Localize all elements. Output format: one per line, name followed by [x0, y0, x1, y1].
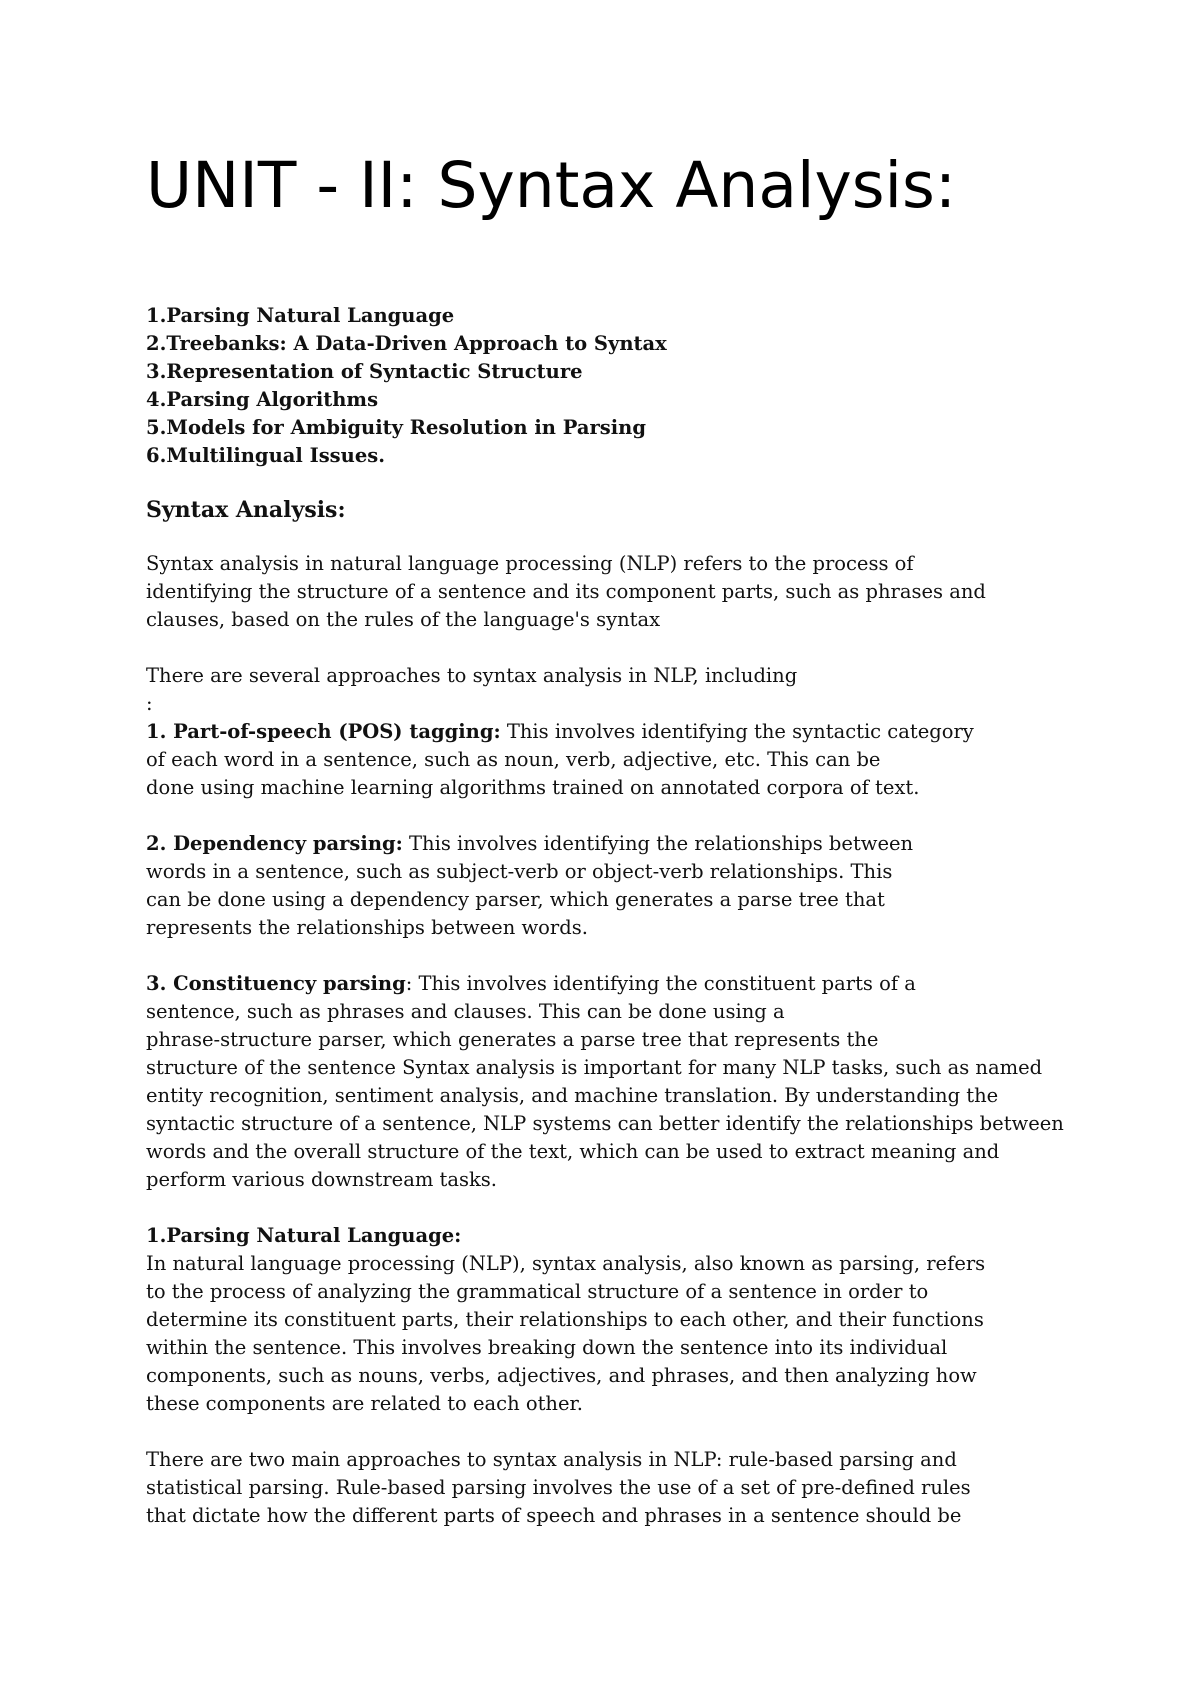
text-line: these components are related to each other.	[146, 1392, 583, 1415]
text-line: Syntax analysis in natural language processing (NLP) refers to the process of	[146, 552, 914, 575]
text-line: can be done using a dependency parser, which generates a parse tree that	[146, 888, 885, 911]
text-line: components, such as nouns, verbs, adjectives, and phrases, and then analyzing how	[146, 1364, 977, 1387]
section-heading: Syntax Analysis:	[146, 497, 346, 523]
item-label: 3. Constituency parsing	[146, 972, 406, 995]
text-line: sentence, such as phrases and clauses. This can be done using a	[146, 1000, 785, 1023]
text-line: structure of the sentence Syntax analysis is important for many NLP tasks, such as named	[146, 1056, 1043, 1079]
approach-item-pos-tagging	[146, 718, 1066, 802]
approach-item-constituency-parsing	[146, 970, 1066, 1194]
text-line: determine its constituent parts, their relationships to each other, and their functions	[146, 1308, 984, 1331]
text-line: syntactic structure of a sentence, NLP systems can better identify the relationships between	[146, 1112, 1064, 1135]
text-line: :	[146, 692, 153, 715]
text-line: phrase-structure parser, which generates a parse tree that represents the	[146, 1028, 879, 1051]
toc-item: 5.Models for Ambiguity Resolution in Parsing	[146, 416, 646, 439]
document-title: UNIT - II: Syntax Analysis:	[146, 149, 957, 222]
two-approaches-paragraph	[146, 1446, 1066, 1530]
document-body	[146, 302, 1066, 1530]
text-line: done using machine learning algorithms trained on annotated corpora of text.	[146, 776, 920, 799]
toc-item: 2.Treebanks: A Data-Driven Approach to Syntax	[146, 332, 667, 355]
text-line: In natural language processing (NLP), syntax analysis, also known as parsing, refers	[146, 1252, 986, 1275]
subsection-heading: 1.Parsing Natural Language:	[146, 1224, 462, 1247]
approach-item-dependency-parsing	[146, 830, 1066, 942]
text-line: identifying the structure of a sentence and its component parts, such as phrases and	[146, 580, 986, 603]
toc-item: 1.Parsing Natural Language	[146, 304, 455, 327]
text-line: There are two main approaches to syntax analysis in NLP: rule-based parsing and	[146, 1448, 957, 1471]
text-line: entity recognition, sentiment analysis, and machine translation. By understanding the	[146, 1084, 999, 1107]
table-of-contents	[146, 302, 1066, 470]
toc-item: 6.Multilingual Issues.	[146, 444, 386, 467]
item-text: : This involves identifying the constituent parts of a	[405, 972, 916, 995]
text-line: There are several approaches to syntax analysis in NLP, including	[146, 664, 798, 687]
item-text: This involves identifying the syntactic category	[500, 720, 974, 743]
text-line: within the sentence. This involves breaking down the sentence into its individual	[146, 1336, 948, 1359]
text-line: represents the relationships between words.	[146, 916, 588, 939]
text-line: words in a sentence, such as subject-verb or object-verb relationships. This	[146, 860, 893, 883]
text-line: to the process of analyzing the grammatical structure of a sentence in order to	[146, 1280, 929, 1303]
item-label: 1. Part-of-speech (POS) tagging:	[146, 720, 501, 743]
text-line: that dictate how the different parts of speech and phrases in a sentence should be	[146, 1504, 962, 1527]
intro-paragraph	[146, 550, 1066, 634]
toc-item: 4.Parsing Algorithms	[146, 388, 379, 411]
item-text: This involves identifying the relationships between	[402, 832, 914, 855]
item-label: 2. Dependency parsing:	[146, 832, 403, 855]
approaches-intro	[146, 662, 1066, 718]
parsing-section	[146, 1222, 1066, 1418]
text-line: of each word in a sentence, such as noun, verb, adjective, etc. This can be	[146, 748, 881, 771]
text-line: statistical parsing. Rule-based parsing involves the use of a set of pre-defined rules	[146, 1476, 971, 1499]
text-line: words and the overall structure of the text, which can be used to extract meaning and	[146, 1140, 1000, 1163]
text-line: clauses, based on the rules of the language's syntax	[146, 608, 661, 631]
text-line: perform various downstream tasks.	[146, 1168, 497, 1191]
toc-item: 3.Representation of Syntactic Structure	[146, 360, 583, 383]
